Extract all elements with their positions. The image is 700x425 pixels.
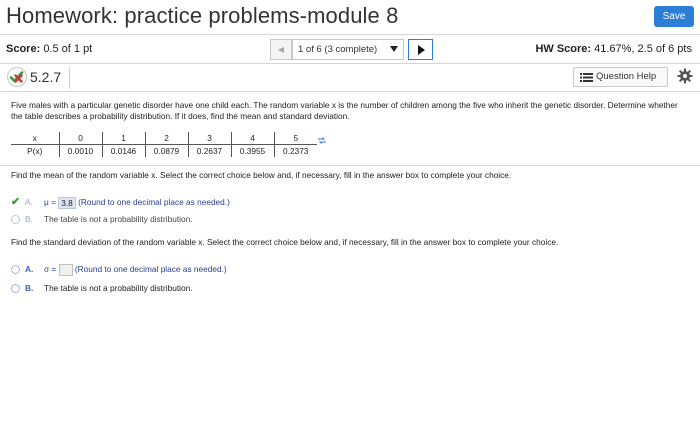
table-cell: 0.3955 — [231, 145, 274, 158]
score-bar — [0, 34, 700, 64]
previous-question-button[interactable] — [270, 39, 292, 60]
sigma-symbol: σ = — [44, 264, 57, 275]
table-header-cell: 1 — [102, 132, 145, 145]
table-header-cell: x — [11, 132, 59, 145]
table-header-row — [11, 132, 317, 145]
score-value: 0.5 of 1 pt — [43, 43, 93, 55]
mu-symbol: μ = — [44, 197, 56, 208]
mean-answer-box[interactable]: 3.8 — [58, 197, 76, 209]
question-select-value: 1 of 6 (3 complete) — [298, 44, 378, 55]
partial-credit-icon — [7, 67, 27, 87]
save-button[interactable]: Save — [654, 6, 694, 27]
question-score — [6, 43, 92, 55]
radio-button[interactable] — [11, 265, 20, 274]
choice-body — [44, 264, 227, 276]
sd-instruction: Find the standard deviation of the random variable x. Select the correct choice below and, if necessary, fill in the answer box to complete your choice. — [11, 237, 559, 247]
rounding-note: (Round to one decimal place as needed.) — [78, 197, 230, 208]
page-title: Homework: practice problems-module 8 — [6, 3, 399, 28]
hw-score-value: 41.67%, 2.5 of 6 pts — [594, 43, 692, 55]
problem-statement: Five males with a particular genetic disorder have one child each. The random variable x is the number of children among the five who inherit the genetic disorder. Determine whether the table describes a probability distribution. If it does, find the mean and standard deviation. — [11, 100, 678, 121]
hw-score-label: HW Score: — [535, 43, 592, 55]
title-bar — [0, 0, 700, 34]
question-select[interactable] — [292, 39, 404, 60]
mean-instruction: Find the mean of the random variable x. Select the correct choice below and, if necessary, fill in the answer box to complete your choice. — [11, 170, 512, 180]
caret-down-icon — [390, 46, 398, 52]
copy-table-icon[interactable] — [318, 137, 326, 144]
radio-button[interactable] — [11, 215, 20, 224]
table-header-cell: 5 — [274, 132, 317, 145]
question-help-button[interactable] — [573, 67, 668, 87]
table-header-cell: 0 — [59, 132, 102, 145]
question-number: 5.2.7 — [30, 69, 62, 85]
score-label: Score: — [6, 43, 41, 55]
probability-table — [11, 132, 317, 157]
divider — [69, 67, 70, 89]
hw-score — [535, 43, 692, 55]
chevron-left-icon: ◀ — [277, 45, 285, 54]
sd-answer-box[interactable] — [59, 264, 73, 276]
check-icon: ✔ — [11, 196, 21, 208]
choice-letter: B. — [25, 214, 33, 224]
table-cell: 0.2373 — [274, 145, 317, 158]
divider — [0, 165, 700, 166]
question-help-label: Question Help — [596, 71, 657, 82]
rounding-note: (Round to one decimal place as needed.) — [74, 264, 227, 275]
table-cell: 0.0010 — [59, 145, 102, 158]
list-icon — [580, 73, 593, 82]
table-header-cell: 4 — [231, 132, 274, 145]
table-cell: P(x) — [27, 146, 43, 156]
gear-icon[interactable] — [677, 68, 693, 84]
choice-body: The table is not a probability distribution. — [44, 283, 193, 293]
table-header-cell: 3 — [188, 132, 231, 145]
choice-body: The table is not a probability distribution. — [44, 214, 193, 224]
table-cell: 0.2637 — [188, 145, 231, 158]
divider — [0, 91, 700, 92]
table-cell: 0.0879 — [145, 145, 188, 158]
play-right-icon — [418, 45, 425, 55]
choice-letter: B. — [25, 283, 34, 293]
question-bar — [0, 64, 700, 91]
table-header-cell: 2 — [145, 132, 188, 145]
next-question-button[interactable] — [408, 39, 433, 60]
choice-body — [44, 197, 230, 209]
choice-letter: A. — [25, 264, 34, 274]
radio-button[interactable] — [11, 284, 20, 293]
choice-letter: A. — [25, 197, 33, 207]
table-row — [11, 145, 317, 158]
table-cell: 0.0146 — [102, 145, 145, 158]
